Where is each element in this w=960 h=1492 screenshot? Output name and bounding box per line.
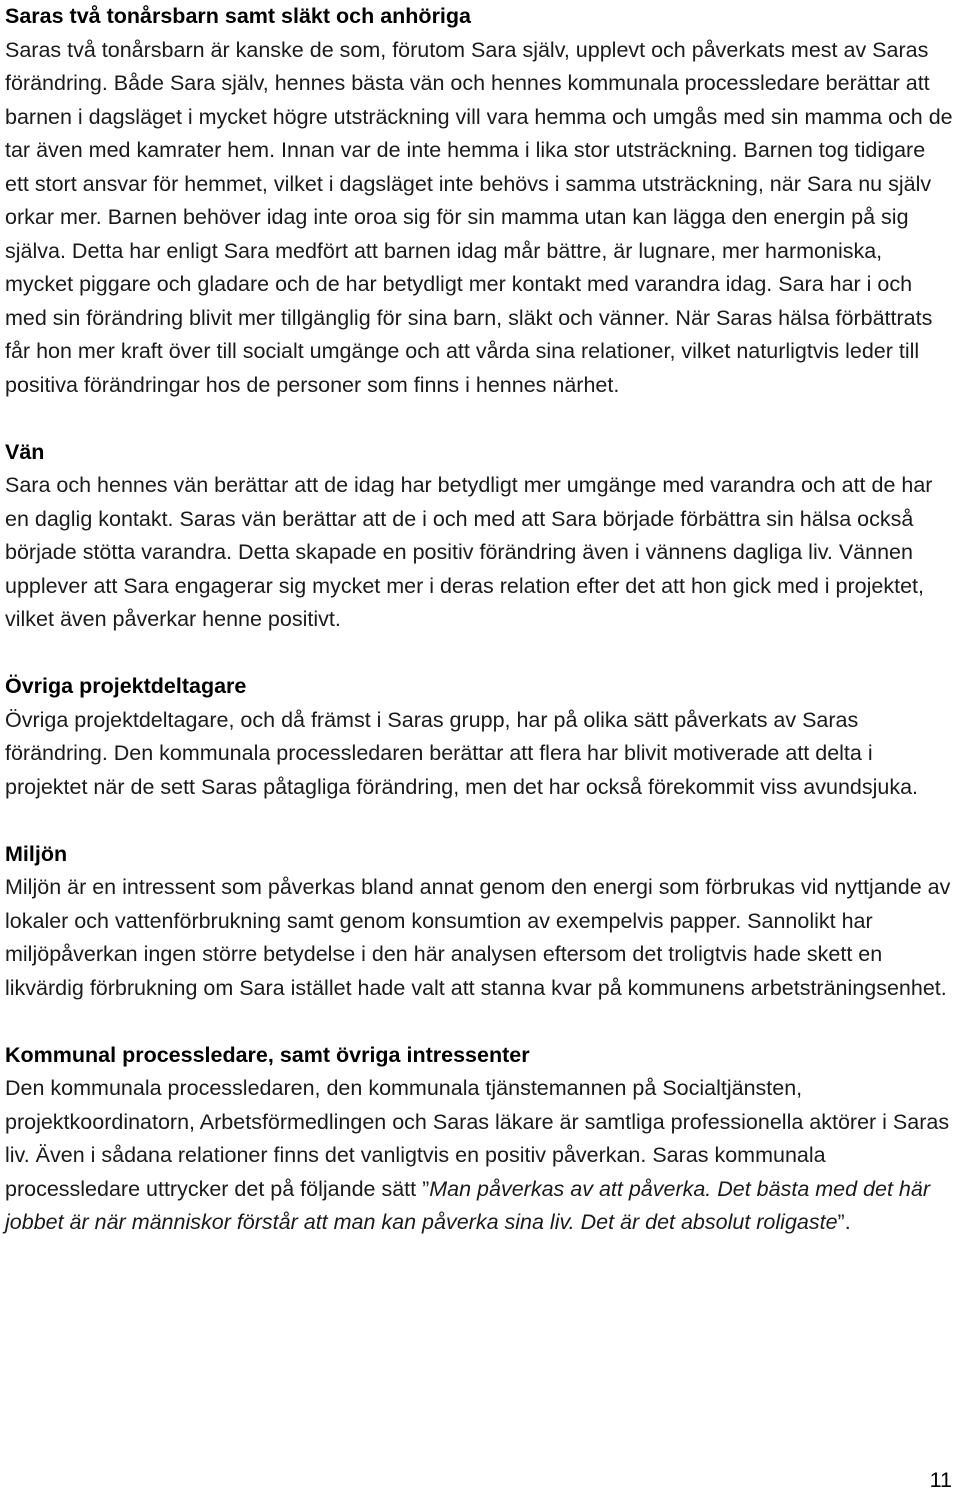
section-paragraph: Sara och hennes vän berättar att de idag har betydligt mer umgänge med varandra och att de har en daglig kontakt. Saras vän berättar att de i och med att Sara började förbättra sin hälsa också började stötta varandra. Detta skapade en positiv förändring även i vännens dagliga liv. Vännen upplever att Sara engagerar sig mycket mer i deras relation efter det att hon gick med i projektet, vilket även påverkar henne positivt. [5, 473, 933, 631]
quote-closing: ”. [837, 1210, 851, 1234]
section-environment [5, 838, 955, 1006]
quote-text: Man påverkas av att påverka. Det bästa med det här jobbet är när människor förstår att man kan påverka sina liv. Det är det absolut roligaste [5, 1176, 930, 1234]
section-friend [5, 436, 955, 637]
section-children-relatives [5, 0, 955, 402]
section-other-participants [5, 670, 955, 804]
document-page [5, 0, 955, 1240]
section-spacer [5, 637, 955, 671]
section-heading: Vän [5, 439, 45, 464]
section-paragraph [5, 1072, 955, 1240]
section-heading: Saras två tonårsbarn samt släkt och anhöriga [5, 4, 471, 28]
page-number: 11 [929, 1468, 952, 1492]
section-spacer [5, 804, 955, 838]
section-heading: Miljön [5, 841, 68, 866]
section-spacer [5, 402, 955, 436]
section-paragraph: Saras två tonårsbarn är kanske de som, förutom Sara själv, upplevt och påverkats mest av Saras förändring. Både Sara själv, hennes bästa vän och hennes kommunala processledare berättar att barnen i dagsläget i mycket högre utsträckning vill vara hemma och umgås med sin mamma och de tar även med kamrater hem. Innan var de inte hemma i lika stor utsträckning. Barnen tog tidigare ett stort ansvar för hemmet, vilket i dagsläget inte behövs i samma utsträckning, när Sara nu själv orkar mer. Barnen behöver idag inte oroa sig för sin mamma utan kan lägga den energin på sig själva. Detta har enligt Sara medfört att barnen idag mår bättre, är lugnare, mer harmoniska, mycket piggare och gladare och de har betydligt mer kontakt med varandra idag. Sara har i och med sin förändring blivit mer tillgänglig för sina barn, släkt och vänner. När Saras hälsa förbättrats får hon mer kraft över till socialt umgänge och att vårda sina relationer, vilket naturligtvis leder till positiva förändringar hos de personer som finns i hennes närhet. [5, 37, 953, 397]
section-paragraph: Övriga projektdeltagare, och då främst i Saras grupp, har på olika sätt påverkats av Saras förändring. Den kommunala processledaren berättar att flera har blivit motiverade att delta i projektet när de sett Saras påtagliga förändring, men det har också förekommit viss avundsjuka. [5, 707, 919, 799]
section-heading: Övriga projektdeltagare [5, 674, 247, 698]
section-paragraph: Miljön är en intressent som påverkas bland annat genom den energi som förbrukas vid nyttjande av lokaler och vattenförbrukning samt genom konsumtion av exempelvis papper. Sannolikt har miljöpåverkan ingen större betydelse i den här analysen eftersom det troligtvis hade skett en likvärdig förbrukning om Sara istället hade valt att stanna kvar på kommunens arbetsträningsenhet. [5, 875, 951, 1000]
section-spacer [5, 1005, 955, 1039]
paragraph-text: Den kommunala processledaren, den kommunala tjänstemannen på Socialtjänsten, projektkoordinatorn, Arbetsförmedlingen och Saras läkare är samtliga professionella aktörer i Saras liv. Även i sådana relationer finns det vanligtvis en positiv påverkan. Saras kommunala processledare uttrycker det på följande sätt ” [5, 1076, 950, 1201]
section-process-leader [5, 1039, 955, 1240]
section-heading: Kommunal processledare, samt övriga intressenter [5, 1042, 530, 1067]
